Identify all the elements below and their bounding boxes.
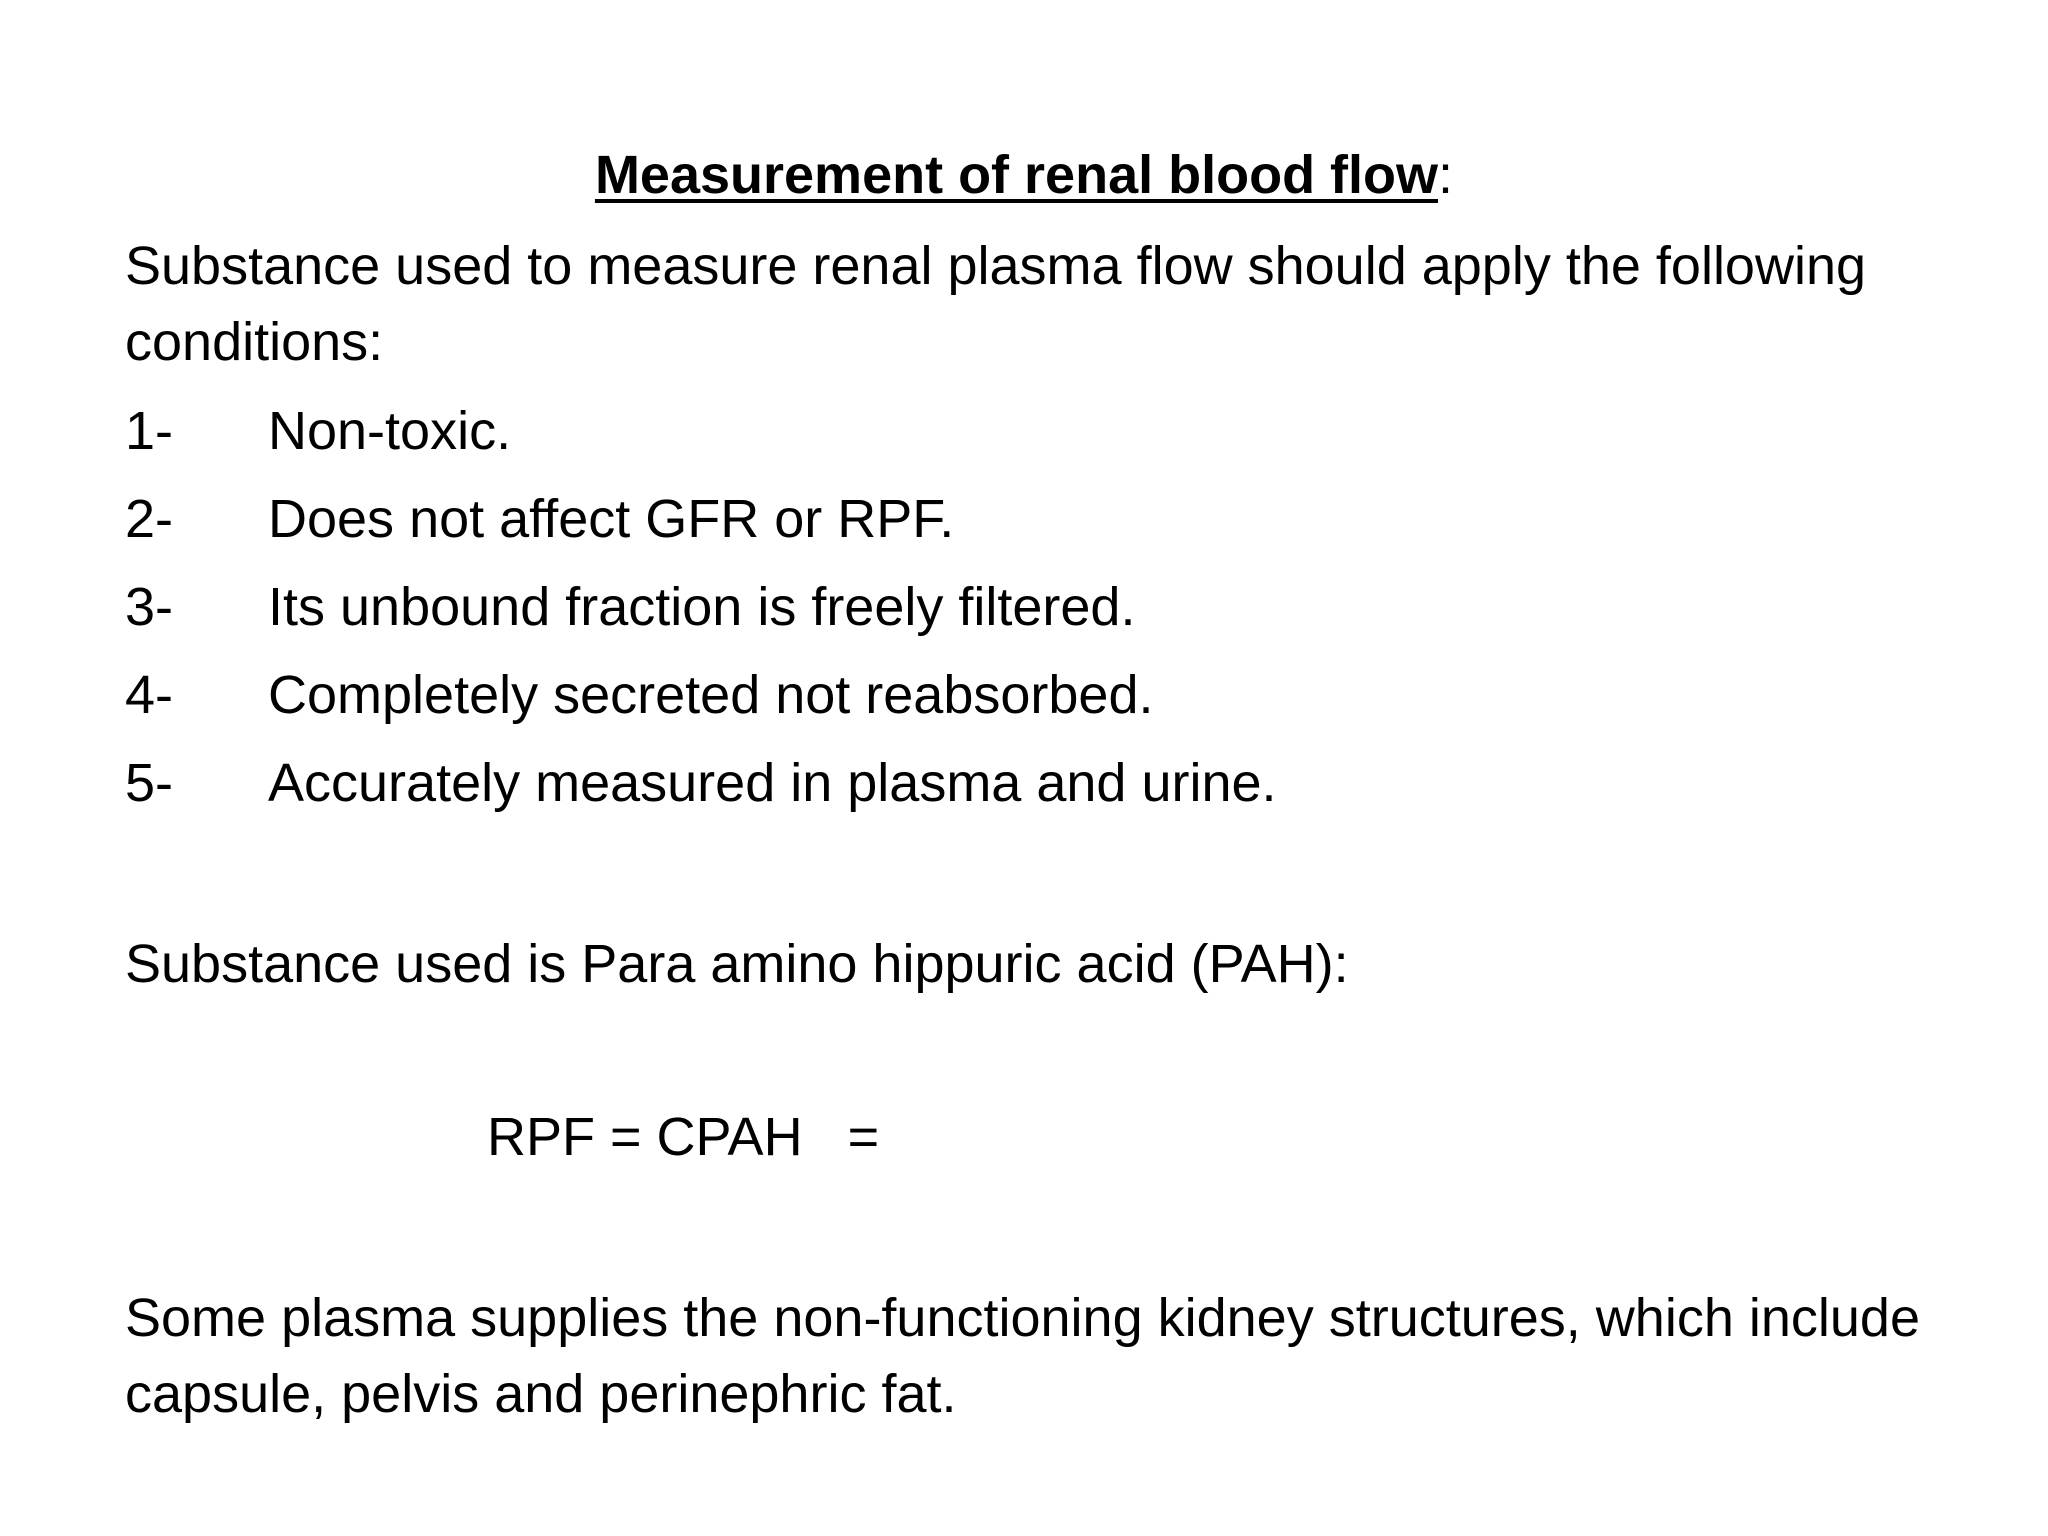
slide-title: [0, 142, 2048, 208]
list-item-text: Does not affect GFR or RPF.: [268, 489, 955, 549]
list-item-text: Completely secreted not reabsorbed.: [268, 665, 1154, 725]
conditions-list: [125, 398, 1945, 838]
list-item: [125, 486, 1945, 574]
list-item: [125, 398, 1945, 486]
list-item-number: 1-: [125, 401, 174, 461]
list-item-number: 4-: [125, 665, 174, 725]
list-item-number: 5-: [125, 753, 174, 813]
list-item-number: 3-: [125, 577, 174, 637]
list-item: [125, 750, 1945, 838]
closing-paragraph: Some plasma supplies the non-functioning kidney structures, which include capsule, pelvis and perinephric fat.: [125, 1288, 1920, 1424]
title-text: Measurement of renal blood flow: [594, 145, 1439, 205]
intro-paragraph: Substance used to measure renal plasma flow should apply the following conditions:: [125, 236, 1867, 372]
list-item: [125, 662, 1945, 750]
pah-statement: Substance used is Para amino hippuric acid (PAH):: [125, 934, 1349, 994]
list-item-text: Its unbound fraction is freely filtered.: [268, 577, 1136, 637]
title-colon: :: [1438, 145, 1454, 205]
list-item-number: 2-: [125, 489, 174, 549]
list-item-text: Accurately measured in plasma and urine.: [268, 753, 1277, 813]
list-item: [125, 574, 1945, 662]
rpf-formula: RPF = CPAH =: [487, 1107, 880, 1167]
list-item-text: Non-toxic.: [268, 401, 512, 461]
